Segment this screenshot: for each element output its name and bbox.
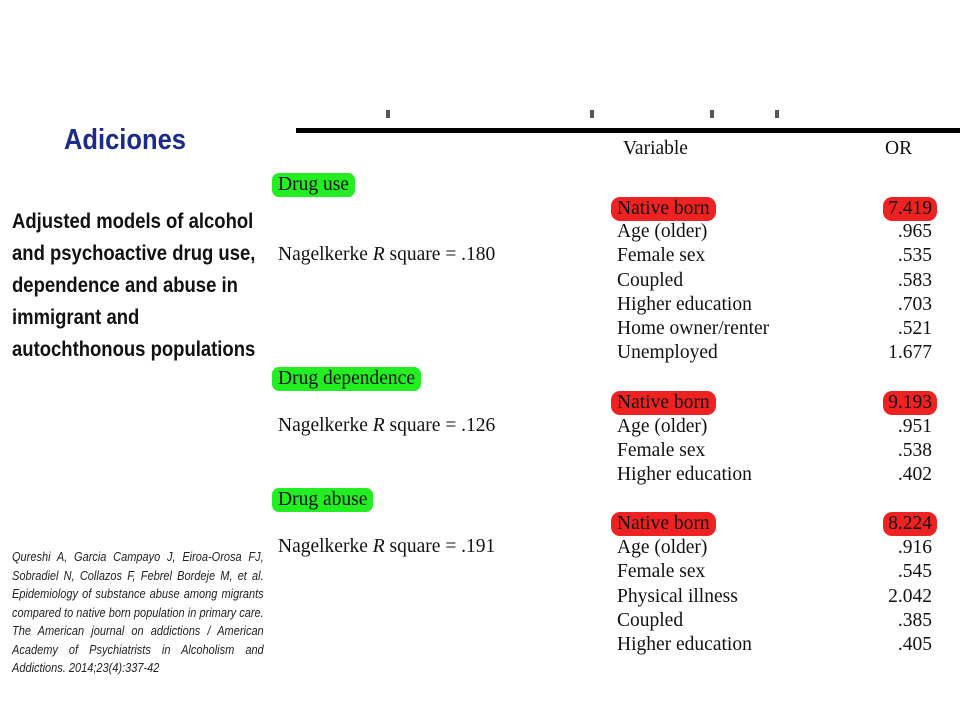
row-variable: Female sex xyxy=(617,440,706,461)
row-or: .916 xyxy=(897,537,932,558)
row-variable: Higher education xyxy=(617,464,752,485)
group-label-drug-dependence: Drug dependence xyxy=(272,367,421,391)
row-variable-native-born: Native born xyxy=(611,197,716,221)
row-or: 1.677 xyxy=(888,342,932,363)
row-or: .538 xyxy=(897,440,932,461)
row-or-native-born: 9.193 xyxy=(883,391,937,415)
row-variable: Higher education xyxy=(617,294,752,315)
header-variable: Variable xyxy=(623,138,688,159)
citation-text: Qureshi A, Garcia Campayo J, Eiroa-Orosa FJ, Sobradiel N, Collazos F, Febrel Bordeje M, et al. Epidemiology of substance abuse among migrants compared to native born population in primary care. The American journal on addictions / American Academy of Psychiatrists in Alcoholism and Addictions. 2014;23(4):337-42 xyxy=(12,550,264,675)
slide-subtitle: Adjusted models of alcohol and psychoactive drug use, dependence and abuse in immigrant and autochthonous populations xyxy=(12,210,256,361)
row-or: .703 xyxy=(897,294,932,315)
row-variable: Age (older) xyxy=(617,221,708,242)
row-variable: Age (older) xyxy=(617,537,708,558)
row-variable: Female sex xyxy=(617,561,706,582)
row-variable: Coupled xyxy=(617,610,684,631)
row-variable: Home owner/renter xyxy=(617,318,770,339)
row-or: .385 xyxy=(897,610,932,631)
row-or: .535 xyxy=(897,245,932,266)
row-variable: Coupled xyxy=(617,270,684,291)
group-label-drug-abuse: Drug abuse xyxy=(272,488,373,512)
row-variable: Physical illness xyxy=(617,586,738,607)
row-variable: Unemployed xyxy=(617,342,718,363)
row-or: .405 xyxy=(897,634,932,655)
row-or: .583 xyxy=(897,270,932,291)
row-or: .545 xyxy=(897,561,932,582)
row-or: .402 xyxy=(897,464,932,485)
row-or: .521 xyxy=(897,318,932,339)
row-or: 2.042 xyxy=(888,586,932,607)
nagelkerke-drug-abuse: Nagelkerke R square = .191 xyxy=(278,536,496,557)
nagelkerke-drug-dependence: Nagelkerke R square = .126 xyxy=(278,415,496,436)
row-variable-native-born: Native born xyxy=(611,391,716,415)
slide-title: Adiciones xyxy=(64,124,186,156)
row-variable: Female sex xyxy=(617,245,706,266)
group-label-drug-use: Drug use xyxy=(272,173,355,197)
row-variable-native-born: Native born xyxy=(611,512,716,536)
row-variable: Higher education xyxy=(617,634,752,655)
row-or-native-born: 8.224 xyxy=(883,512,937,536)
row-or: .965 xyxy=(897,221,932,242)
row-or-native-born: 7.419 xyxy=(883,197,937,221)
row-variable: Age (older) xyxy=(617,416,708,437)
row-or: .951 xyxy=(897,416,932,437)
cropped-caption-fragment xyxy=(380,108,800,118)
nagelkerke-drug-use: Nagelkerke R square = .180 xyxy=(278,244,496,265)
header-or: OR xyxy=(885,138,913,159)
table-top-rule xyxy=(296,128,960,133)
